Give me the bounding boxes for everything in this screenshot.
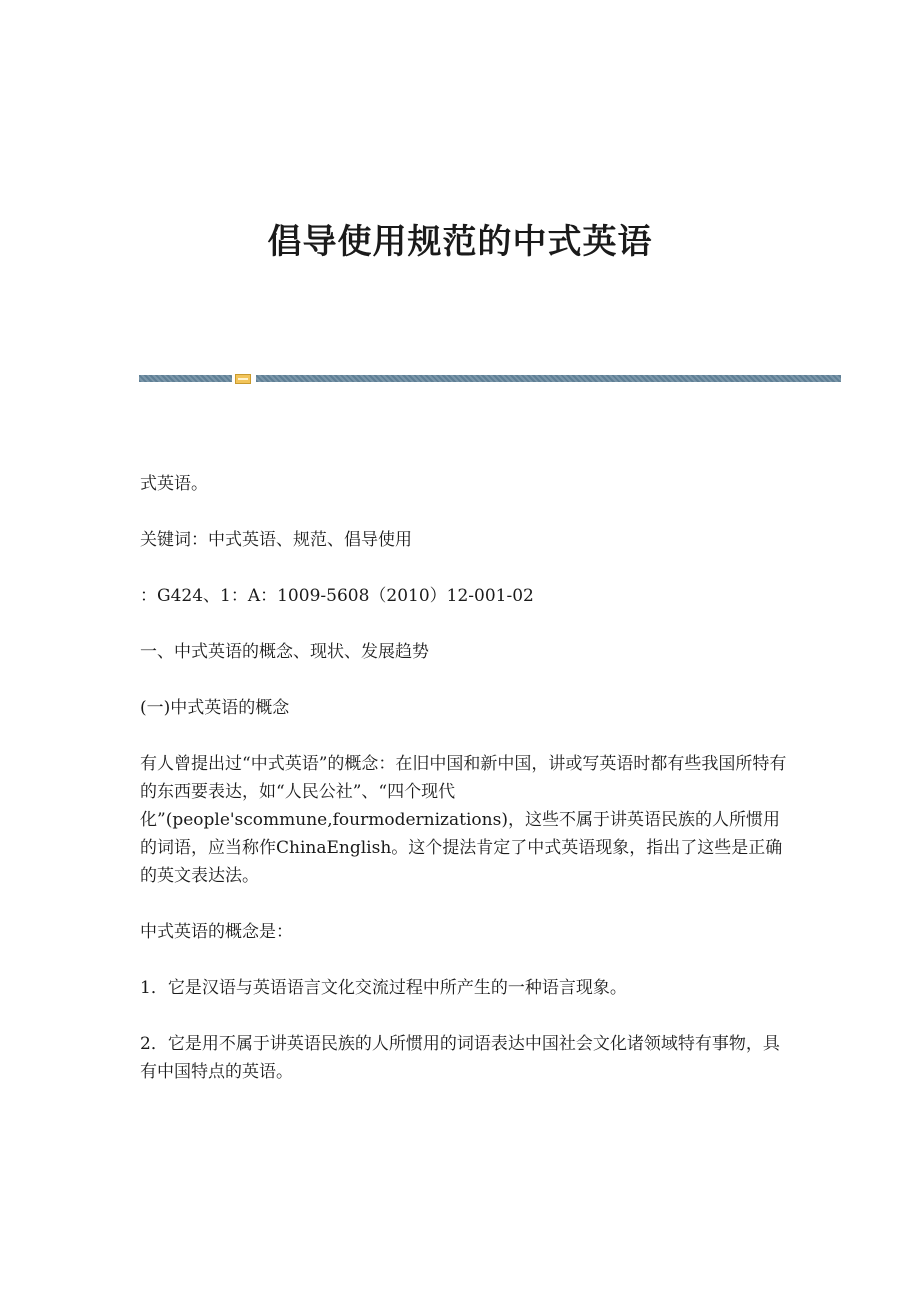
paragraph-concept-lead: 中式英语的概念是： bbox=[140, 922, 293, 942]
divider-bar-right bbox=[256, 375, 841, 382]
paragraph-intro-fragment: 式英语。 bbox=[140, 474, 208, 494]
list-item-1: 1．它是汉语与英语语言文化交流过程中所产生的一种语言现象。 bbox=[140, 978, 627, 998]
divider-bar-left bbox=[139, 375, 232, 382]
envelope-icon bbox=[235, 374, 251, 384]
list-item-2: 2．它是用不属于讲英语民族的人所惯用的词语表达中国社会文化诸领域特有事物，具有中国特点的英语。 bbox=[140, 1034, 780, 1082]
document-body bbox=[140, 470, 790, 1114]
title-divider bbox=[139, 374, 841, 384]
paragraph-keywords: 关键词：中式英语、规范、倡导使用 bbox=[140, 530, 412, 550]
section-heading-1: 一、中式英语的概念、现状、发展趋势 bbox=[140, 642, 429, 662]
paragraph-concept: 有人曾提出过“中式英语”的概念：在旧中国和新中国，讲或写英语时都有些我国所特有的东西要表达，如“人民公社”、“四个现代化”(people'scommune,fourmodernizations)，这些不属于讲英语民族的人所惯用的词语，应当称作ChinaEnglish。这个提法肯定了中式英语现象，指出了这些是正确的英文表达法。 bbox=[140, 754, 787, 886]
subsection-heading-1: (一)中式英语的概念 bbox=[140, 698, 290, 718]
document-title: 倡导使用规范的中式英语 bbox=[267, 222, 653, 262]
paragraph-classification: ：G424、1：A：1009-5608（2010）12-001-02 bbox=[140, 586, 534, 606]
